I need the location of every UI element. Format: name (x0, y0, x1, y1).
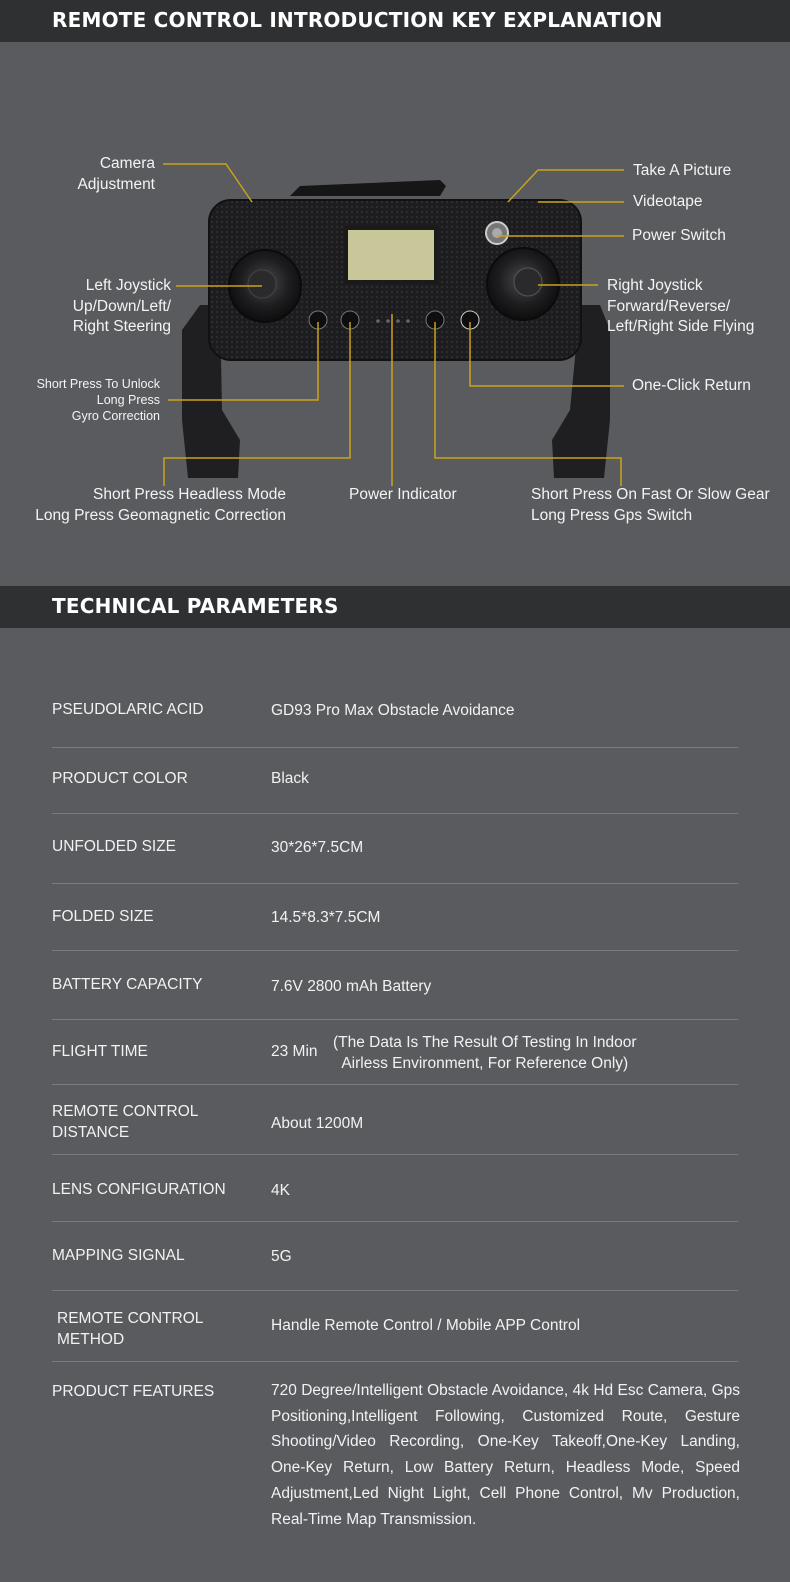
table-divider (52, 813, 738, 814)
section-title-remote: REMOTE CONTROL INTRODUCTION KEY EXPLANATION (52, 8, 663, 32)
callout-right-joystick (607, 276, 754, 338)
param-value-folded: 14.5*8.3*7.5CM (271, 909, 381, 926)
callout-line-text: Long Press Gps Switch (531, 506, 693, 524)
led-dot (376, 319, 380, 323)
callout-headless (35, 485, 286, 526)
param-label-battery: BATTERY CAPACITY (52, 976, 203, 993)
callout-line-text: Long Press (96, 393, 160, 407)
param-note-line: Airless Environment, For Reference Only) (341, 1055, 629, 1072)
callout-line-text: Left Joystick (85, 277, 171, 294)
callout-line-text: Short Press To Unlock (36, 377, 160, 391)
param-value-method: Handle Remote Control / Mobile APP Control (271, 1317, 581, 1334)
section-header-remote (0, 0, 790, 42)
param-label-unfolded: UNFOLDED SIZE (52, 838, 177, 855)
callout-line-text: Right Steering (72, 318, 171, 335)
param-label-lens: LENS CONFIGURATION (52, 1181, 226, 1198)
callout-power-indicator: Power Indicator (349, 486, 457, 503)
led-dot (386, 319, 390, 323)
callout-line-text: Adjustment (77, 175, 155, 193)
callout-line-text: Forward/Reverse/ (607, 297, 731, 315)
callout-line-text: Long Press Geomagnetic Correction (35, 506, 286, 524)
param-label-distance (52, 1102, 198, 1143)
section-title-technical: TECHNICAL PARAMETERS (52, 594, 339, 618)
param-label-line: REMOTE CONTROL (52, 1103, 199, 1120)
callout-gear (531, 485, 770, 526)
lcd-screen (348, 230, 434, 280)
param-label-color: PRODUCT COLOR (52, 770, 188, 787)
callout-line-text: Right Joystick (607, 277, 703, 294)
param-note-line: (The Data Is The Result Of Testing In Indoor (333, 1034, 637, 1051)
table-divider (52, 950, 738, 951)
callout-videotape: Videotape (633, 193, 703, 210)
led-dot (396, 319, 400, 323)
callout-one-click-return: One-Click Return (632, 377, 751, 394)
table-divider (52, 1154, 738, 1155)
table-divider (52, 1019, 738, 1020)
left-joystick-cap (248, 270, 276, 298)
callout-left-joystick (73, 276, 171, 338)
callout-line-text: Short Press On Fast Or Slow Gear (531, 486, 770, 503)
param-label-folded: FOLDED SIZE (52, 908, 154, 925)
table-divider (52, 1361, 738, 1362)
param-value-lens: 4K (271, 1182, 290, 1199)
param-value-flight: 23 Min (271, 1043, 318, 1060)
led-dot (406, 319, 410, 323)
param-label-flight: FLIGHT TIME (52, 1043, 148, 1060)
param-value-battery: 7.6V 2800 mAh Battery (271, 978, 432, 995)
param-label-method (57, 1309, 203, 1350)
callout-camera-adjustment (77, 154, 155, 195)
antenna (290, 180, 446, 196)
callout-line-text: Left/Right Side Flying (607, 318, 755, 335)
param-value-name: GD93 Pro Max Obstacle Avoidance (271, 702, 515, 719)
param-value-mapping: 5G (271, 1248, 292, 1265)
callout-line-text: Short Press Headless Mode (93, 486, 286, 503)
table-divider (52, 747, 738, 748)
param-label-name: PSEUDOLARIC ACID (52, 701, 204, 718)
callout-line-text: Up/Down/Left/ (72, 297, 171, 315)
callout-line-text: Gyro Correction (71, 409, 160, 423)
table-divider (52, 1221, 738, 1222)
param-label-features: PRODUCT FEATURES (52, 1383, 215, 1400)
table-divider (52, 1290, 738, 1291)
callout-line-text: Camera (99, 155, 155, 172)
right-joystick-cap (514, 268, 542, 296)
param-label-line: REMOTE CONTROL (57, 1310, 204, 1327)
param-note-flight (333, 1032, 637, 1074)
param-value-unfolded: 30*26*7.5CM (271, 839, 364, 856)
param-value-features: 720 Degree/Intelligent Obstacle Avoidance, 4k Hd Esc Camera, Gps Positioning,Intelligent Following, Customized Route, Gesture Shooting/Video Recording, One-Key Takeoff,One-Key Landing, One-Key Return, Low Battery Return, Headless Mode, Speed Adjustment,Led Night Light, Cell Phone Control, Mv Production, Real-Time Map Transmission. (271, 1382, 740, 1528)
param-label-line: DISTANCE (52, 1123, 130, 1141)
param-label-line: METHOD (57, 1330, 125, 1348)
section-header-technical (0, 586, 790, 628)
callout-unlock (37, 376, 160, 424)
callout-take-picture: Take A Picture (633, 162, 732, 179)
param-value-color: Black (271, 770, 309, 787)
table-divider (52, 883, 738, 884)
param-value-distance: About 1200M (271, 1115, 364, 1132)
table-divider (52, 1084, 738, 1085)
callout-power-switch: Power Switch (632, 227, 726, 244)
param-label-mapping: MAPPING SIGNAL (52, 1247, 185, 1264)
